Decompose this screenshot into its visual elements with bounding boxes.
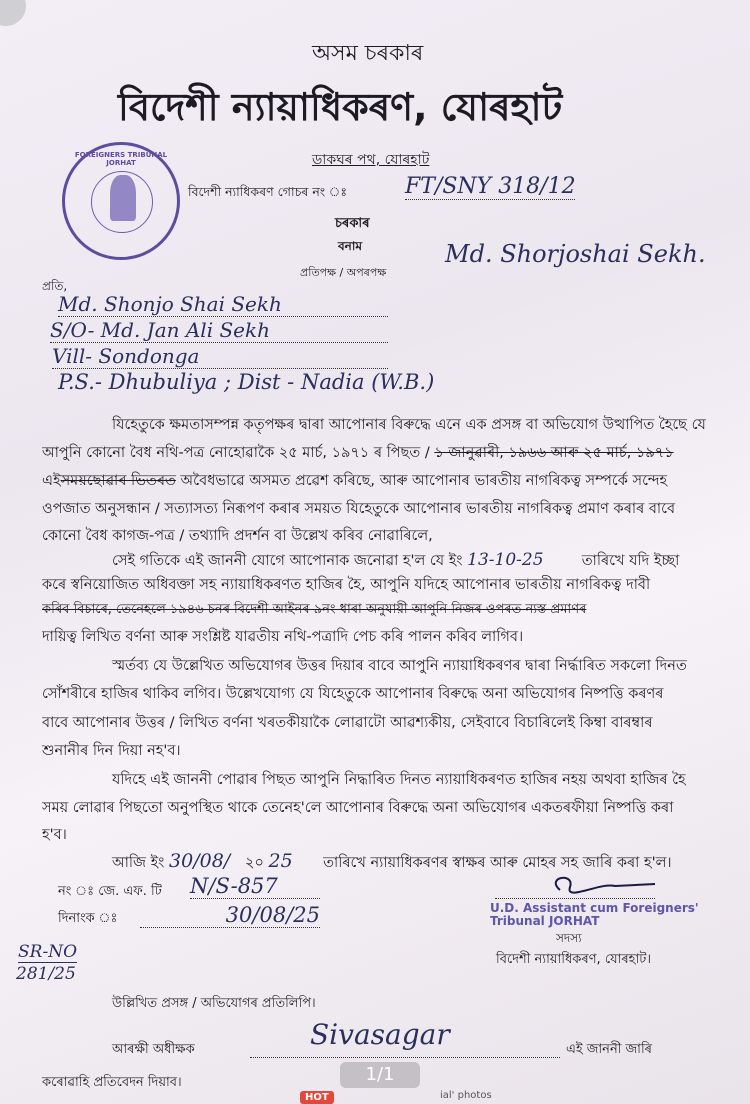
report-instruction: কৰোৱাহি প্ৰতিবেদন দিয়াব।: [42, 1075, 182, 1090]
corner-button[interactable]: [0, 0, 26, 26]
signatory-office: বিদেশী ন্যায়াধিকৰণ, যোৰহাট।: [496, 952, 652, 967]
hearing-date: 13-10-25: [467, 550, 577, 570]
seal-text: FOREIGNERS TRIBUNAL JORHAT: [74, 151, 168, 167]
body-line: সময় লোৱাৰ পিছতো অনুপস্থিত থাকে তেনেহ'লে আপোনাৰ বিৰুদ্ধে অনা অভিযোগৰ একতৰফীয়া নিষ্পত্তি কৰা: [42, 800, 674, 816]
recipient-father: S/O- Md. Jan Ali Sekh: [50, 318, 388, 343]
body-text: তাৰিখে যদি ইচ্ছা: [581, 553, 680, 569]
signature-line: [495, 896, 655, 899]
body-line: যদিহে এই জাননী পোৱাৰ পিছত আপুনি নিদ্ধাৰিত দিনত ন্যায়াধিকৰণত হাজিৰ নহয় অথবা হাজিৰ হৈ: [112, 772, 686, 788]
body-text: অবৈধভাৱে অসমত প্ৰৱেশ কৰিছে, আৰু আপোনাৰ ভাৰতীয় নাগৰিকত্ব সম্পৰ্কে সন্দেহ: [180, 473, 668, 489]
issue-day-month: 30/08/: [169, 850, 245, 872]
reference-date-label: দিনাংক ঃ: [58, 911, 118, 926]
official-stamp: U.D. Assistant cum Foreigners' Tribunal JORHAT: [490, 901, 699, 928]
body-line: কোনো বৈধ কাগজ-পত্ৰ / তথ্যাদি প্ৰদৰ্শন বা উল্লেখ কৰিব নোৱাৰিলে,: [42, 528, 433, 544]
body-line: সোঁশৰীৰে হাজিৰ থাকিব লগিব। উল্লেখযোগ্য যে যিহেতুকে আপোনাৰ বিৰুদ্ধে অনা অভিযোগৰ নিষ্পত্তি কৰণৰ: [42, 686, 664, 702]
hot-badge[interactable]: HOT: [300, 1091, 334, 1104]
issue-prefix: আজি ইং: [112, 855, 165, 871]
body-text: সেই গতিকে এই জাননী যোগে আপোনাক জনোৱা হ'ল যে ইং: [112, 553, 463, 569]
issue-line: [42, 844, 710, 872]
versus-label: বনাম: [338, 239, 362, 253]
police-dotted-line: [250, 1056, 560, 1058]
struck-text: ১ জানুৱাৰী, ১৯৬৬ আৰু ২৫ মাৰ্চ, ১৯৭১: [434, 445, 674, 461]
issue-century: ২০: [245, 855, 264, 871]
body-line: [42, 544, 710, 570]
signatory-title: সদস্য: [556, 931, 582, 945]
case-number-label: বিদেশী ন্যাধিকৰণ গোচৰ নং ঃ: [188, 184, 347, 199]
police-suffix: এই জাননী জাৰি: [566, 1042, 652, 1057]
copy-label: উল্লিখিত প্ৰসঙ্গ / অভিযোগৰ প্ৰতিলিপি।: [112, 996, 316, 1011]
tribunal-seal: [62, 142, 180, 260]
serial-label: SR-NO: [18, 942, 78, 962]
body-line: [42, 442, 710, 466]
party-government: চৰকাৰ: [335, 216, 370, 231]
recipient-village: Vill- Sondonga: [52, 344, 388, 369]
body-line: বাবে আপোনাৰ উত্তৰ / লিখিত বৰ্ণনা খৰতকীয়াকৈ লোৱাটো আৱশ্যকীয়, সেইবাবে বিচাৰিলেই কিম্বা বাৰম্বাৰ: [42, 715, 653, 731]
body-text: আপুনি কোনো বৈধ নথি-পত্ৰ নোহোৱাকৈ ২৫ মাৰ্চ, ১৯৭১ ৰ পিছত /: [42, 445, 430, 461]
page-indicator[interactable]: 1/1: [340, 1062, 420, 1088]
recipient-name: Md. Shonjo Shai Sekh: [58, 292, 388, 317]
body-text: এই: [42, 473, 61, 489]
reference-no-value: N/S-857: [190, 874, 320, 899]
reference-date-value: 30/08/25: [140, 903, 320, 928]
issue-year: 25: [269, 850, 319, 872]
case-number-value: FT/SNY 318/12: [405, 174, 576, 199]
opposite-party-name: Md. Shorjoshai Sekh.: [445, 240, 706, 268]
recipient-ps-district: P.S.- Dhubuliya ; Dist - Nadia (W.B.): [58, 370, 435, 394]
recipient-label: প্ৰতি,: [42, 279, 68, 293]
reference-no-label: নং ঃ জে. এফ. টি: [58, 884, 162, 899]
tribunal-title: বিদেশী ন্যায়াধিকৰণ, যোৰহাট: [118, 85, 563, 129]
struck-text: সময়ছোৱাৰ ভিতৰত: [60, 473, 176, 489]
watermark-caption: ial' photos: [440, 1090, 492, 1101]
emblem-icon: [110, 175, 136, 221]
body-line: স্মৰ্তব্য যে উল্লেখিত অভিযোগৰ উত্তৰ দিয়াৰ বাবে আপুনি ন্যায়াধিকৰণৰ দ্বাৰা নিৰ্দ্ধাৰিত সকলো দিনত: [112, 658, 687, 674]
government-heading: অসম চৰকাৰ: [312, 41, 424, 66]
body-line: [42, 470, 710, 494]
police-label: আৰক্ষী অধীক্ষক: [112, 1042, 195, 1057]
opposite-party-label: প্ৰতিপক্ষ / অপৰপক্ষ: [300, 266, 387, 279]
body-line: ওপজাত অনুসন্ধান / সত্যাসত্য নিৰূপণ কৰাৰ সময়ত যিহেতুকে আপোনাৰ ভাৰতীয় নাগৰিকত্ব প্ৰমাণ কৰাৰ বাবে: [42, 501, 676, 517]
body-line: দায়িত্ব লিখিত বৰ্ণনা আৰু সংশ্লিষ্ট যাৱতীয় নথি-পত্ৰাদি পেচ কৰি পালন কৰিব লাগিব।: [42, 629, 524, 645]
signature-mark: [540, 872, 660, 896]
issue-suffix: তাৰিখে ন্যায়াধিকৰণৰ স্বাক্ষৰ আৰু মোহৰ সহ জাৰি কৰা হ'ল।: [323, 855, 672, 871]
body-line: কৰে স্বনিয়োজিত অধিবক্তা সহ ন্যায়াধিকৰণত হাজিৰ হৈ, আপুনি যদিহে আপোনাৰ ভাৰতীয় নাগৰিকত্ব দাবী: [42, 577, 651, 593]
body-line: শুনানীৰ দিন দিয়া নহ'ব।: [42, 743, 181, 759]
body-line: কৰিব বিচাৰে, তেনেহলে ১৯৪৬ চনৰ বিদেশী আইনৰ ৯নং ধাৰা অনুযায়ী আপুনি নিজৰ ওপৰত ন্যস্ত প্ৰমাণৰ: [42, 602, 587, 617]
office-address: ডাকঘৰ পথ, যোৰহাট: [312, 152, 430, 168]
body-line: যিহেতুকে ক্ষমতাসম্পন্ন কতৃপক্ষৰ দ্বাৰা আপোনাৰ বিৰুদ্ধে এনে এক প্ৰসঙ্গ বা অভিযোগ উত্থাপিত হৈছে যে: [112, 417, 706, 433]
body-line: হ'ব।: [42, 827, 67, 843]
serial-value: 281/25: [16, 964, 76, 984]
police-district: Sivasagar: [310, 1018, 450, 1051]
